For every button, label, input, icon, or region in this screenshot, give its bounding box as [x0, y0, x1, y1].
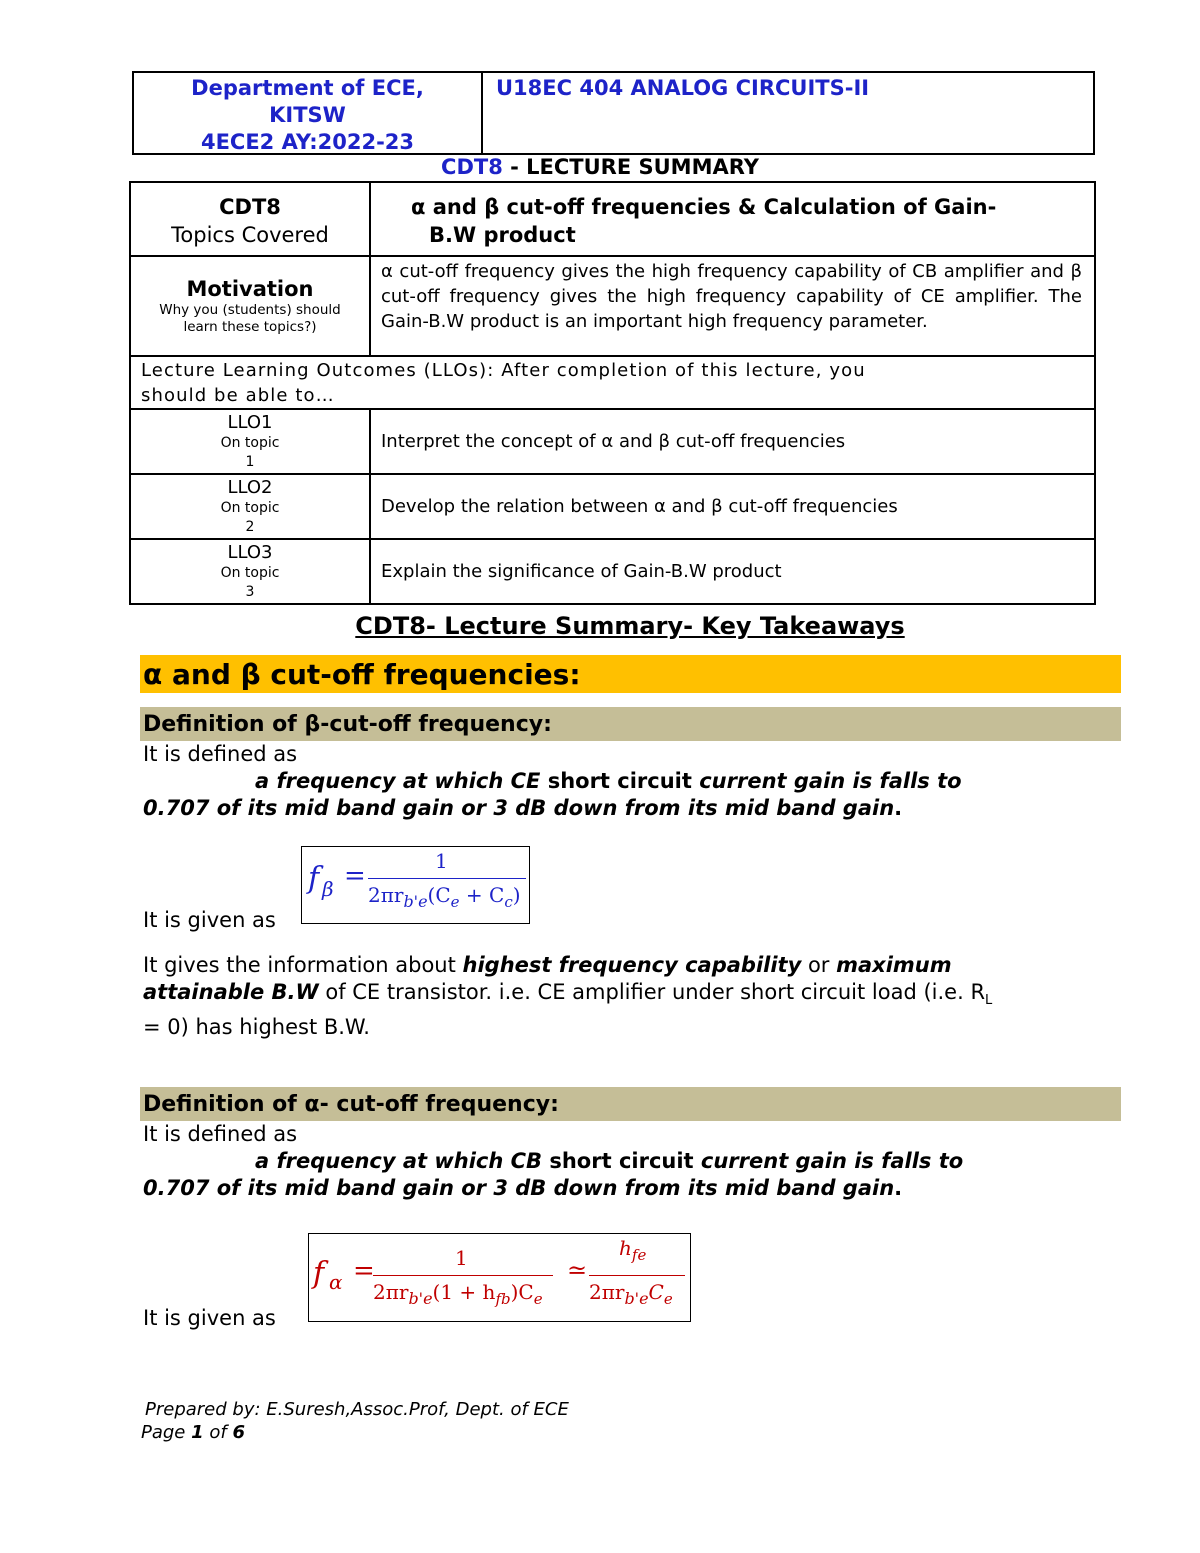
eq-f-sub: α	[329, 1270, 343, 1294]
department-cell	[134, 73, 483, 153]
alpha-heading: Definition of α- cut-off frequency:	[140, 1087, 1121, 1121]
topics-header-cell	[130, 182, 370, 256]
eq-numerator: 1	[455, 1246, 468, 1270]
beta-def-line2: 0.707 of its mid band gain or 3 dB down from its mid band gain	[143, 796, 895, 820]
topics-text-cell	[370, 182, 1095, 256]
beta-given-as: It is given as	[143, 908, 276, 932]
llo-on-topic: On topic	[220, 565, 280, 581]
motivation-sub-line1: Why you (students) should	[159, 302, 341, 318]
alpha-given-as: It is given as	[143, 1306, 276, 1330]
alpha-def-a: a frequency at which CB	[255, 1149, 543, 1173]
alpha-equation	[308, 1233, 691, 1322]
beta-def-a: a frequency at which CE	[255, 769, 541, 793]
eq-denominator-2: $2\pi r_{b'e}C_e$	[589, 1280, 673, 1308]
llo-id: LLO2	[227, 477, 273, 498]
motivation-title: Motivation	[186, 277, 314, 301]
summary-label: - LECTURE SUMMARY	[502, 155, 759, 179]
motivation-sub-line2: learn these topics?)	[183, 319, 317, 335]
page-number: Page 1 of 6	[141, 1422, 245, 1443]
eq-equals: =	[353, 1256, 375, 1286]
beta-equation	[301, 846, 530, 924]
llo-topic-number: 3	[245, 584, 255, 600]
eq-numerator: 1	[435, 849, 448, 873]
eq-denominator: $2\pi r_{b'e}(C_e + C_c)$	[368, 883, 521, 911]
beta-definition	[143, 768, 1123, 822]
institute-name: KITSW	[269, 103, 346, 127]
eq-f: f	[308, 861, 320, 896]
footer	[141, 1398, 569, 1444]
llo-header	[130, 356, 1095, 409]
prepared-by: Prepared by: E.Suresh,Assoc.Prof, Dept. of ECE	[145, 1399, 569, 1420]
motivation-text: α cut-off frequency gives the high frequency capability of CB amplifier and β cut-off frequency gives the high frequency capability of CE amplifier. The Gain-B.W product is an important high frequency parameter.	[370, 256, 1095, 356]
llo-id: LLO3	[227, 542, 273, 563]
academic-year: 4ECE2 AY:2022-23	[200, 130, 415, 154]
fraction-bar	[373, 1275, 553, 1276]
eq-equals: =	[344, 861, 366, 891]
eq-f-sub: β	[322, 877, 334, 901]
beta-def-end: .	[894, 796, 903, 820]
cdt-code: CDT8	[441, 155, 503, 179]
course-title: U18EC 404 ANALOG CIRCUITS-II	[496, 76, 870, 100]
section-heading: α and β cut-off frequencies:	[140, 655, 1121, 693]
topics-covered-label: Topics Covered	[171, 223, 329, 247]
llo3-id-cell	[130, 539, 370, 604]
beta-heading: Definition of β-cut-off frequency:	[140, 707, 1121, 741]
beta-def-c: current gain is falls to	[699, 769, 962, 793]
alpha-def-end: .	[894, 1176, 903, 1200]
alpha-def-line2: 0.707 of its mid band gain or 3 dB down from its mid band gain	[143, 1176, 895, 1200]
llo2-id-cell	[130, 474, 370, 539]
eq-numerator-hfe: $h_{fe}$	[619, 1236, 647, 1264]
beta-defined-as: It is defined as	[143, 742, 298, 766]
llo-topic-number: 2	[245, 519, 255, 535]
alpha-defined-as: It is defined as	[143, 1122, 298, 1146]
topics-code: CDT8	[219, 195, 281, 219]
fraction-bar	[368, 878, 526, 879]
llo1-id-cell	[130, 409, 370, 474]
llo-topic-number: 1	[245, 454, 255, 470]
alpha-definition	[143, 1148, 1123, 1202]
header-box	[132, 71, 1095, 155]
alpha-def-b: short circuit	[542, 1149, 701, 1173]
llo-header-lead: Lecture Learning Outcomes (LLOs): After completion of this lecture, you	[141, 360, 866, 381]
llo2-text: Develop the relation between α and β cut-off frequencies	[370, 474, 1095, 539]
key-takeaways-title: CDT8- Lecture Summary- Key Takeaways	[355, 612, 905, 640]
fraction-bar	[589, 1275, 685, 1276]
alpha-def-c: current gain is falls to	[700, 1149, 964, 1173]
eq-denominator: $2\pi r_{b'e}(1 + h_{fb})C_e$	[373, 1280, 543, 1308]
llo-on-topic: On topic	[220, 500, 280, 516]
lecture-summary-title	[0, 155, 1200, 179]
beta-def-b: short circuit	[540, 769, 700, 793]
motivation-label-cell	[130, 256, 370, 356]
llo1-text: Interpret the concept of α and β cut-off frequencies	[370, 409, 1095, 474]
llo3-text: Explain the significance of Gain-B.W product	[370, 539, 1095, 604]
eq-approx: ≃	[567, 1256, 588, 1284]
llo-header-tail: should be able to…	[141, 385, 335, 406]
department-name: Department of ECE,	[191, 76, 424, 100]
llo-on-topic: On topic	[220, 435, 280, 451]
llo-id: LLO1	[227, 412, 273, 433]
beta-info: It gives the information about highest frequency capability or maximum attainable B.W of CE transistor. i.e. CE amplifier under short circuit load (i.e. $R_L$ = 0) has highest B.W.	[143, 953, 993, 1040]
eq-f: f	[313, 1256, 325, 1291]
topics-table	[129, 181, 1096, 605]
topics-text-line1: α and β cut-off frequencies & Calculation of Gain-	[411, 195, 997, 219]
topics-text-line2: B.W product	[429, 223, 576, 247]
